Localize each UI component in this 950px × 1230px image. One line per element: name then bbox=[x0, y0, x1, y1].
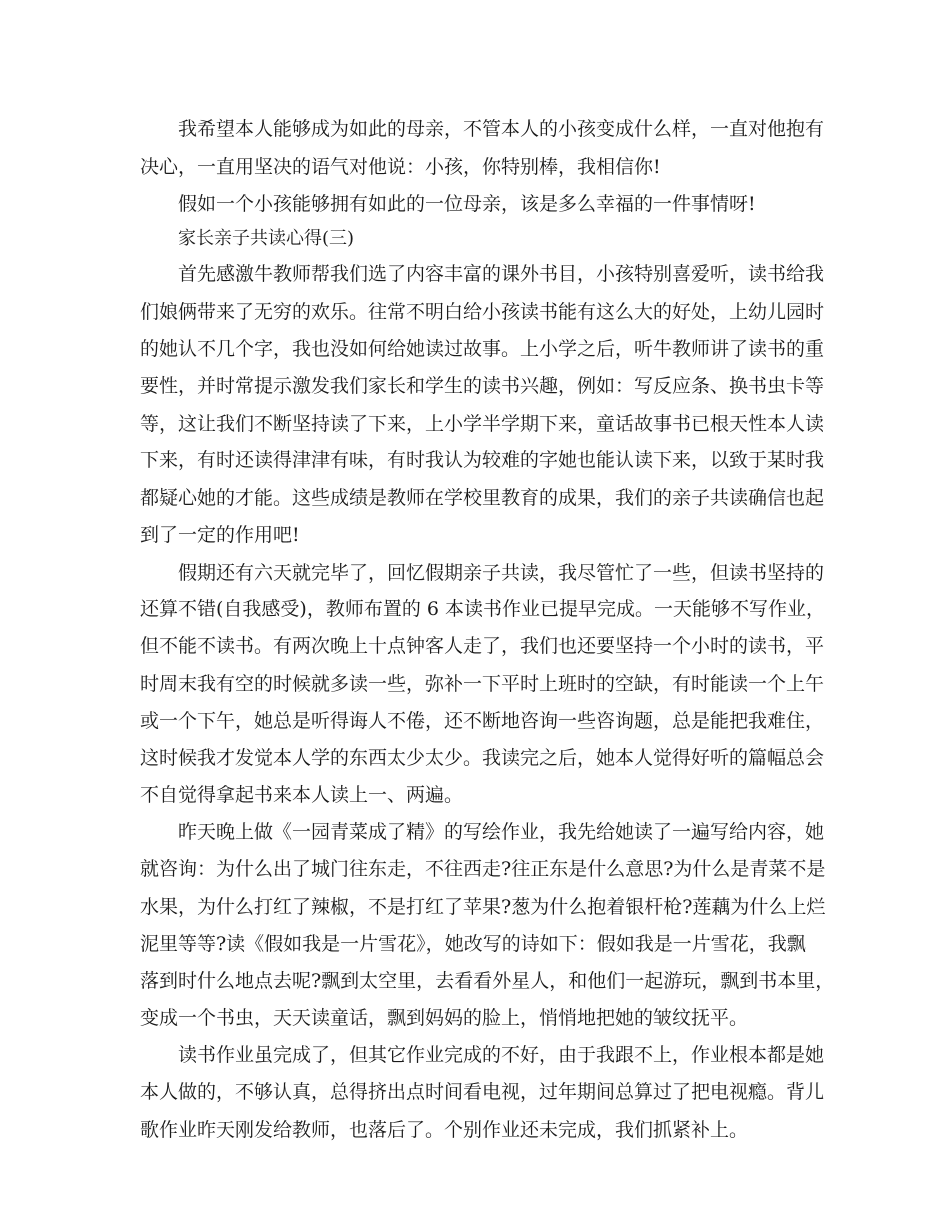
text-line: 等，这让我们不断坚持读了下来，上小学半学期下来，童话故事书已根天性本人读 bbox=[140, 413, 825, 435]
text-line: 水果，为什么打红了辣椒，不是打红了苹果?葱为什么抱着银杆枪?莲藕为什么上烂 bbox=[140, 896, 826, 918]
text-line: 到了一定的作用吧! bbox=[140, 524, 300, 546]
text-line: 要性，并时常提示激发我们家长和学生的读书兴趣，例如：写反应条、换书虫卡等 bbox=[140, 375, 825, 397]
text-line: 落到时什么地点去呢?飘到太空里，去看看外星人，和他们一起游玩，飘到书本里， bbox=[140, 970, 835, 992]
text-line: 决心，一直用坚决的语气对他说：小孩，你特别棒，我相信你! bbox=[140, 156, 661, 178]
text-line: 首先感激牛教师帮我们选了内容丰富的课外书目，小孩特别喜爱听，读书给我 bbox=[178, 263, 825, 285]
text-line: 读书作业虽完成了，但其它作业完成的不好，由于我跟不上，作业根本都是她 bbox=[178, 1044, 825, 1066]
text-line: 我希望本人能够成为如此的母亲，不管本人的小孩变成什么样，一直对他抱有 bbox=[178, 118, 825, 140]
text-line: 下来，有时还读得津津有味，有时我认为较难的字她也能认读下来，以致于某时我 bbox=[140, 449, 825, 471]
text-line: 泥里等等?读《假如我是一片雪花》，她改写的诗如下：假如我是一片雪花，我飘 bbox=[140, 933, 806, 955]
text-line: 都疑心她的才能。这些成绩是教师在学校里教育的成果，我们的亲子共读确信也起 bbox=[140, 487, 825, 509]
text-line: 歌作业昨天刚发给教师，也落后了。个别作业还未完成，我们抓紧补上。 bbox=[140, 1119, 749, 1141]
text-line: 时周末我有空的时候就多读一些，弥补一下平时上班时的空缺，有时能读一个上午 bbox=[140, 673, 825, 695]
text-line: 本人做的，不够认真，总得挤出点时间看电视，过年期间总算过了把电视瘾。背儿 bbox=[140, 1081, 825, 1103]
text-line: 昨天晚上做《一园青菜成了精》的写绘作业，我先给她读了一遍写给内容，她 bbox=[178, 821, 825, 843]
text-line: 的她认不几个字，我也没如何给她读过故事。上小学之后，听牛教师讲了读书的重 bbox=[140, 338, 825, 360]
text-line: 但不能不读书。有两次晚上十点钟客人走了，我们也还要坚持一个小时的读书，平 bbox=[140, 635, 825, 657]
text-line: 不自觉得拿起书来本人读上一、两遍。 bbox=[140, 784, 464, 806]
text-line: 这时候我才发觉本人学的东西太少太少。我读完之后，她本人觉得好听的篇幅总会 bbox=[140, 747, 825, 769]
text-line: 就咨询：为什么出了城门往东走，不往西走?往正东是什么意思?为什么是青菜不是 bbox=[140, 858, 826, 880]
text-line: 或一个下午，她总是听得诲人不倦，还不断地咨询一些咨询题，总是能把我难住， bbox=[140, 710, 825, 732]
text-line: 变成一个书虫，天天读童话，飘到妈妈的脸上，悄悄地把她的皱纹抚平。 bbox=[140, 1007, 749, 1029]
text-line: 假如一个小孩能够拥有如此的一位母亲，该是多么幸福的一件事情呀! bbox=[178, 193, 756, 215]
section-heading: 家长亲子共读心得(三) bbox=[178, 228, 355, 249]
text-line: 还算不错(自我感受)，教师布置的 6 本读书作业已提早完成。一天能够不写作业， bbox=[140, 598, 825, 620]
text-line: 们娘俩带来了无穷的欢乐。往常不明白给小孩读书能有这么大的好处，上幼儿园时 bbox=[140, 301, 825, 323]
text-line: 假期还有六天就完毕了，回忆假期亲子共读，我尽管忙了一些，但读书坚持的 bbox=[178, 562, 825, 584]
